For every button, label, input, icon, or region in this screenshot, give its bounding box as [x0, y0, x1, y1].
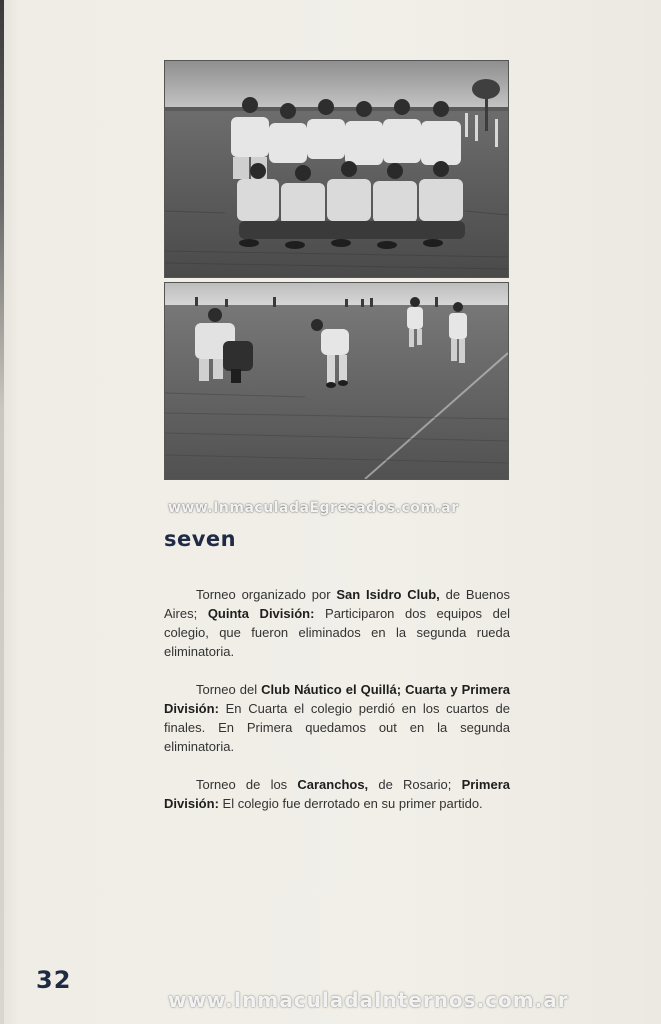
match-photo-image: [165, 283, 508, 479]
watermark-bottom: www.InmaculadaInternos.com.ar: [168, 988, 569, 1012]
page-binding-edge: [0, 0, 4, 1024]
team-photo: [164, 60, 509, 278]
paragraph-caranchos: Torneo de los Caranchos, de Rosario; Primera División: El colegio fue derrotado en su primer partido.: [164, 777, 510, 811]
section-title: seven: [164, 527, 237, 551]
paragraph-nautico-quilla: Torneo del Club Náutico el Quillá; Cuarta y Primera División: En Cuarta el colegio perdió en los cuartos de finales. En Primera quedamos out en la segunda eliminatoria.: [164, 682, 510, 754]
match-photo: [164, 282, 509, 480]
team-photo-image: [165, 61, 508, 277]
page-number: 32: [36, 966, 72, 994]
watermark-top: www.InmaculadaEgresados.com.ar: [168, 500, 459, 516]
paragraph-san-isidro: Torneo organizado por San Isidro Club, de Buenos Aires; Quinta División: Participaron dos equipos del colegio, que fueron eliminados en la segunda rueda eliminatoria.: [164, 587, 510, 659]
article-body: [164, 585, 510, 832]
